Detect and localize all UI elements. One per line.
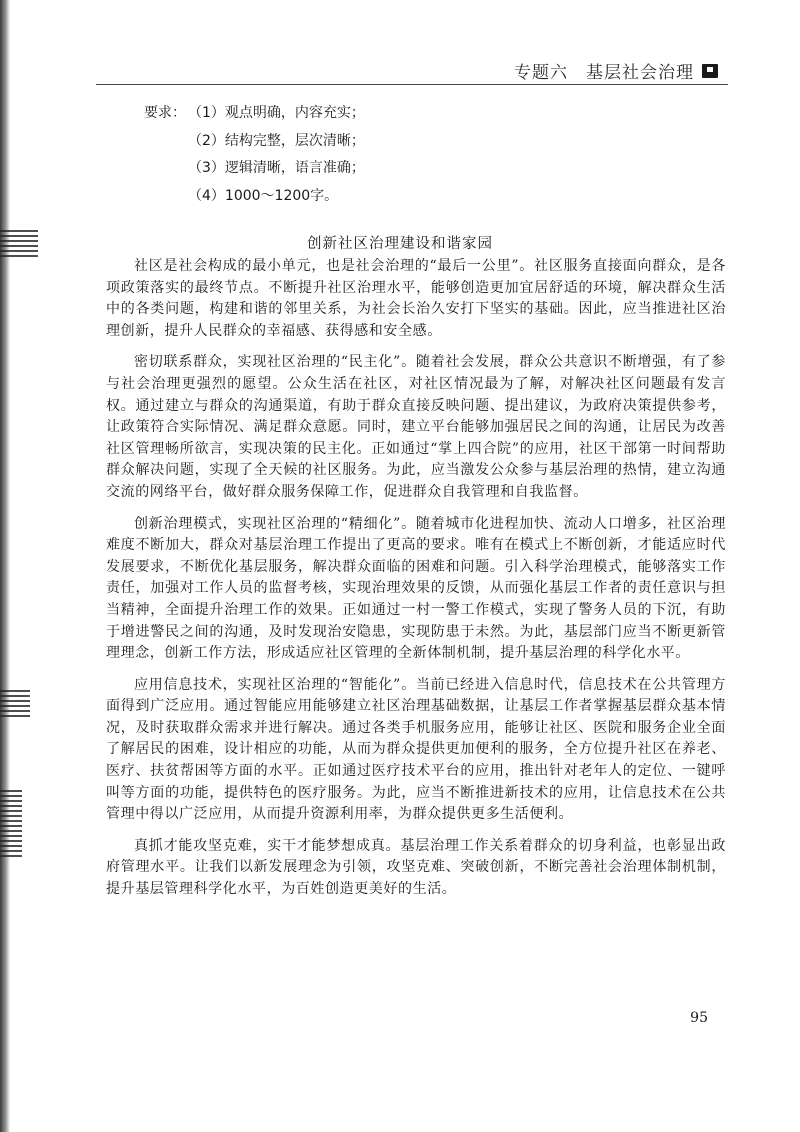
essay-title: 创新社区治理建设和谐家园: [307, 236, 493, 252]
essay-paragraph: 创新治理模式，实现社区治理的“精细化”。随着城市化进程加快、流动人口增多，社区治理难度不断加大，群众对基层治理工作提出了更高的要求。唯有在模式上不断创新，才能适应时代发展要求，不断优化基层服务，解决群众面临的困难和问题。引入科学治理模式，能够落实工作责任，加强对工作人员的监督考核，实现治理效果的反馈，从而强化基层工作者的责任意识与担当精神，全面提升治理工作的效果。正如通过一村一警工作模式，实现了警务人员的下沉，有助于增进警民之间的沟通，及时发现治安隐患，实现防患于未然。为此，基层部门应当不断更新管理理念，创新工作方法，形成适应社区管理的全新体制机制，提升基层治理的科学化水平。: [106, 515, 726, 662]
binding-mark: [0, 690, 30, 720]
requirements-block: [144, 100, 365, 210]
essay-paragraph: 真抓才能攻坚克难，实干才能梦想成真。基层治理工作关系着群众的切身利益，也彰显出政府管理水平。让我们以新发展理念为引领，攻坚克难、突破创新，不断完善社会治理体制机制，提升基层管理科学化水平，为百姓创造更美好的生活。: [106, 837, 726, 898]
header-rule: [96, 84, 728, 85]
book-tab-icon: [702, 64, 718, 78]
requirements-label: 要求：: [144, 105, 186, 121]
page-number: 95: [690, 1010, 708, 1026]
essay-body: [106, 256, 726, 911]
essay-paragraph: 应用信息技术，实现社区治理的“智能化”。当前已经进入信息时代，信息技术在公共管理方面得到广泛应用。通过智能应用能够建立社区治理基础数据，让基层工作者掌握基层群众基本情况，及时获取群众需求并进行解决。通过各类手机服务应用，能够让社区、医院和服务企业全面了解居民的困难，设计相应的功能，从而为群众提供更加便利的服务，全方位提升社区在养老、医疗、扶贫帮困等方面的水平。正如通过医疗技术平台的应用，推出针对老年人的定位、一键呼叫等方面的功能，提供特色的医疗服务。为此，应当不断推进新技术的应用，让信息技术在公共管理中得以广泛应用，从而提升资源利用率，为群众提供更多生活便利。: [106, 676, 726, 823]
requirement-item: （3）逻辑清晰，语言准确；: [188, 160, 365, 176]
scan-edge-shadow: [0, 0, 10, 1132]
header-text: 专题六 基层社会治理: [514, 63, 694, 83]
requirement-item: （4）1000～1200字。: [188, 187, 339, 204]
binding-mark: [0, 790, 22, 860]
essay-paragraph: 社区是社会构成的最小单元，也是社会治理的“最后一公里”。社区服务直接面向群众，是各项政策落实的最终节点。不断提升社区治理水平，能够创造更加宜居舒适的环境，解决群众生活中的各类问题，构建和谐的邻里关系，为社会长治久安打下坚实的基础。因此，应当推进社区治理创新，提升人民群众的幸福感、获得感和安全感。: [106, 258, 726, 339]
requirement-item: （2）结构完整，层次清晰；: [188, 132, 365, 149]
requirement-item: （1）观点明确，内容充实；: [188, 105, 365, 121]
running-header: [514, 58, 718, 83]
essay-paragraph: 密切联系群众，实现社区治理的“民主化”。随着社会发展，群众公共意识不断增强，有了参与社会治理更强烈的愿望。公众生活在社区，对社区情况最为了解，对解决社区问题最有发言权。通过建立与群众的沟通渠道，有助于群众直接反映问题、提出建议，为政府决策提供参考，让政策符合实际情况、满足群众意愿。同时，建立平台能够加强居民之间的沟通，让居民为改善社区管理畅所欲言，实现决策的民主化。正如通过“掌上四合院”的应用，社区干部第一时间帮助群众解决问题，实现了全天候的社区服务。为此，应当激发公众参与基层治理的热情，建立沟通交流的网络平台，做好群众服务保障工作，促进群众自我管理和自我监督。: [106, 354, 726, 500]
